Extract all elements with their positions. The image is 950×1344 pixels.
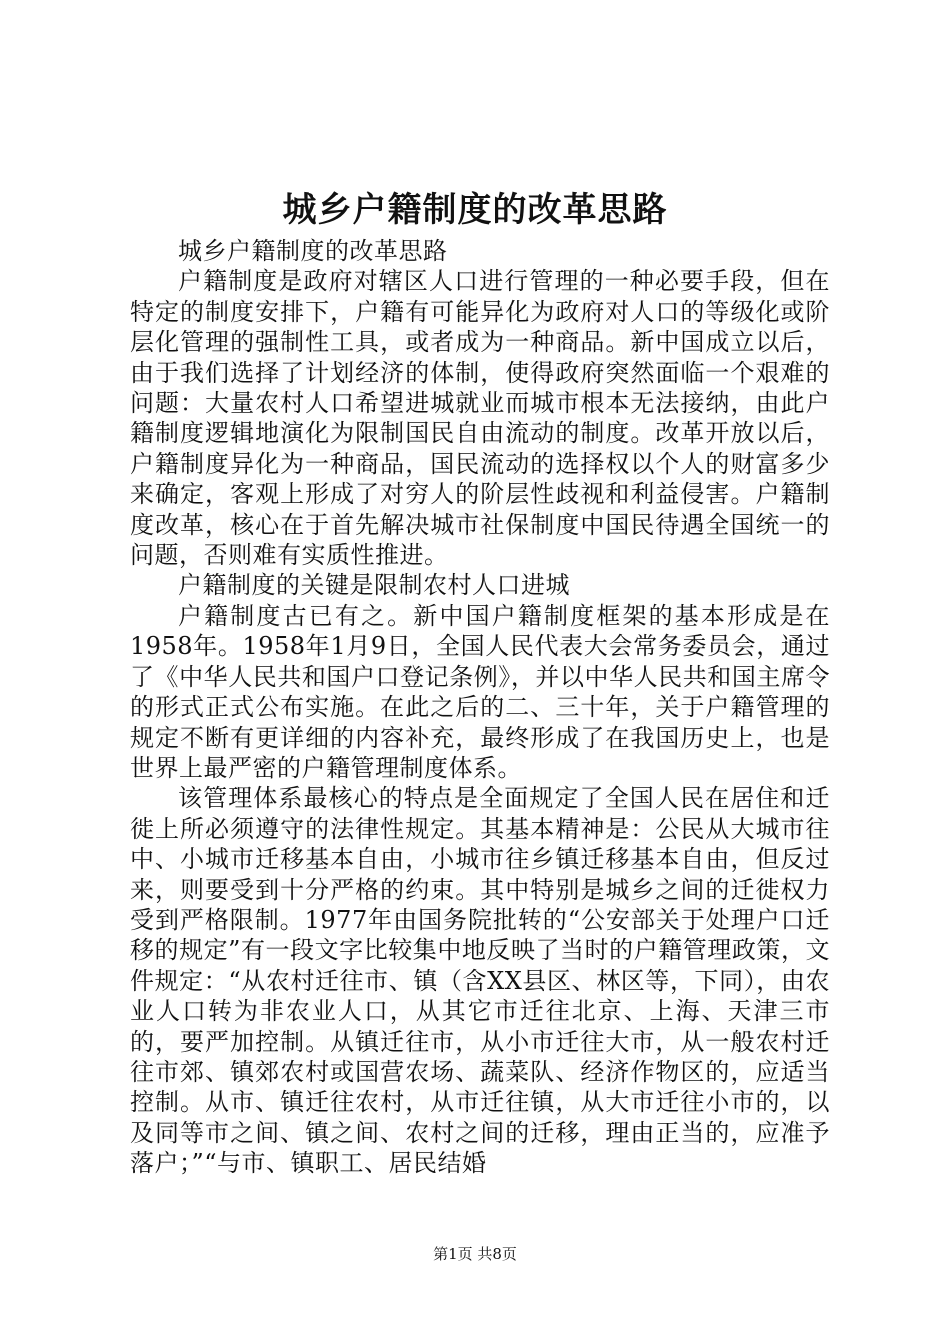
section-heading: 户籍制度的关键是限制农村人口进城 [178,571,570,600]
document-title: 城乡户籍制度的改革思路 [282,190,668,230]
paragraph-intro: 户籍制度是政府对辖区人口进行管理的一种必要手段，但在特定的制度安排下，户籍有可能异化为政府对人口的等级化或阶层化管理的强制性工具，或者成为一种商品。新中国成立以后，由于我们选择了计划经济的体制，使得政府突然面临一个艰难的问题：大量农村人口希望进城就业而城市根本无法接纳，由此户籍制度逻辑地演化为限制国民自由流动的制度。改革开放以后，户籍制度异化为一种商品，国民流动的选择权以个人的财富多少来确定，客观上形成了对穷人的阶层性歧视和利益侵害。户籍制度改革，核心在于首先解决城市社保制度中国民待遇全国统一的问题，否则难有实质性推进。 [130,267,830,570]
paragraph-history: 户籍制度古已有之。新中国户籍制度框架的基本形成是在1958年。1958年1月9日，全国人民代表大会常务委员会，通过了《中华人民共和国户口登记条例》，并以中华人民共和国主席令的形式正式公布实施。在此之后的二、三十年，关于户籍管理的规定不断有更详细的内容补充，最终形成了在我国历史上，也是世界上最严密的户籍管理制度体系。 [130,601,830,782]
paragraph-subtitle: 城乡户籍制度的改革思路 [178,237,448,265]
paragraph-system: 该管理体系最核心的特点是全面规定了全国人民在居住和迁徙上所必须遵守的法律性规定。其基本精神是：公民从大城市往中、小城市迁移基本自由，小城市往乡镇迁移基本自由，但反过来，则要受到十分严格的约束。其中特别是城乡之间的迁徙权力受到严格限制。1977年由国务院批转的“公安部关于处理户口迁移的规定”有一段文字比较集中地反映了当时的户籍管理政策，文件规定：“从农村迁往市、镇（含XX县区、林区等，下同），由农业人口转为非农业人口，从其它市迁往北京、上海、天津三市的，要严加控制。从镇迁往市，从小市迁往大市，从一般农村迁往市郊、镇郊农村或国营农场、蔬菜队、经济作物区的，应适当控制。从市、镇迁往农村，从市迁往镇，从大市迁往小市的，以及同等市之间、镇之间、农村之间的迁移，理由正当的，应准予落户；”“与市、镇职工、居民结婚 [130,784,830,1178]
document-body [130,236,830,1179]
page-footer: 第1页 共8页 [433,1245,517,1263]
